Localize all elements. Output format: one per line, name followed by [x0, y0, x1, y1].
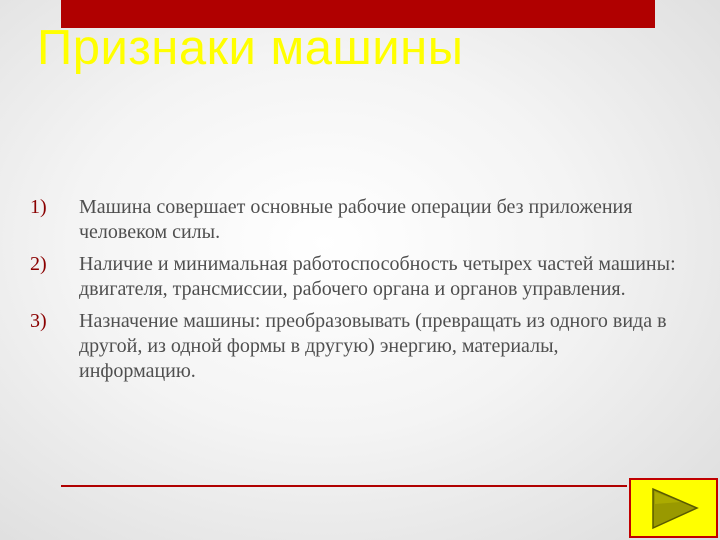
- list-item: [30, 252, 680, 302]
- list-item-number: 1): [30, 196, 47, 218]
- list-item-text: Наличие и минимальная работоспособность четырех частей машины: двигателя, трансмиссии, рабочего органа и органов управления.: [79, 253, 676, 300]
- feature-list: [30, 195, 680, 391]
- next-slide-button[interactable]: [629, 478, 718, 538]
- play-triangle-icon: [631, 480, 716, 536]
- list-item-number: 2): [30, 253, 47, 275]
- list-item-number: 3): [30, 310, 47, 332]
- bottom-divider-line: [61, 485, 627, 487]
- list-item-text: Машина совершает основные рабочие операции без приложения человеком силы.: [79, 196, 633, 243]
- slide-title: Признаки машины: [37, 21, 464, 75]
- list-item: [30, 309, 680, 384]
- list-item: [30, 195, 680, 245]
- list-item-text: Назначение машины: преобразовывать (превращать из одного вида в другой, из одной формы в другую) энергию, материалы, информацию.: [79, 310, 667, 382]
